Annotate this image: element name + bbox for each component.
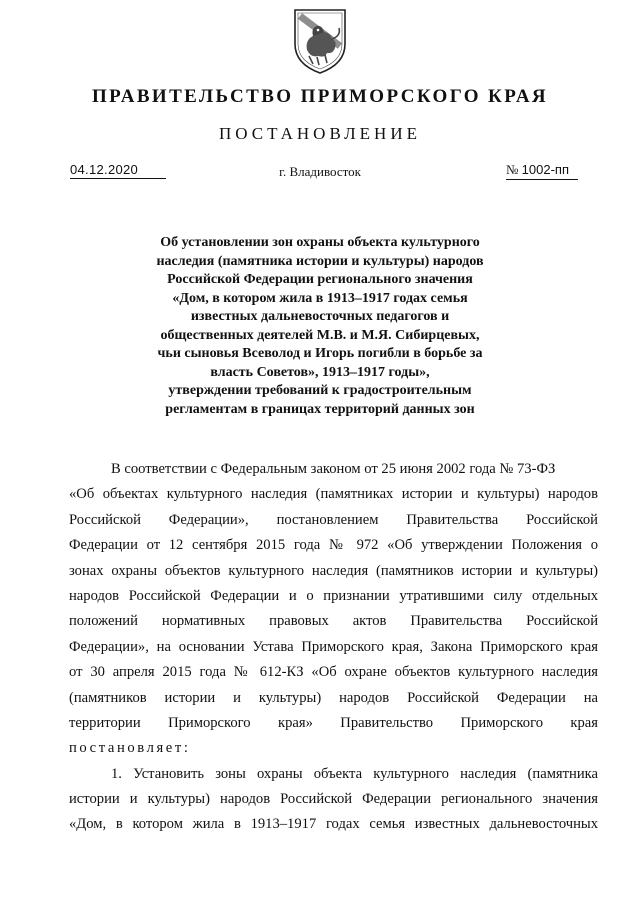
body-line: от 30 апреля 2015 года № 612-КЗ «Об охране объектов культурного наследия bbox=[69, 664, 598, 681]
heading-line: утверждении требований к градостроительным bbox=[168, 383, 472, 398]
document-body bbox=[69, 457, 598, 838]
document-type: ПОСТАНОВЛЕНИЕ bbox=[218, 124, 421, 143]
body-line: «Дом, в котором жила в 1913–1917 годах семья известных дальневосточных bbox=[69, 816, 598, 833]
heading-line: «Дом, в котором жила в 1913–1917 годах семья bbox=[172, 290, 468, 306]
heading-line: общественных деятелей М.В. и М.Я. Сибирцевых, bbox=[160, 327, 480, 343]
heading-line: регламентам в границах территорий данных зон bbox=[165, 401, 475, 417]
body-line: территории Приморского края» Правительство Приморского края bbox=[69, 714, 598, 731]
body-line: (памятников истории и культуры) народов Российской Федерации на bbox=[69, 689, 598, 706]
heading-line: Об установлении зон охраны объекта культурного bbox=[160, 235, 480, 250]
body-line: Российской Федерации», постановлением Правительства Российской bbox=[69, 511, 598, 528]
heading-line: чьи сыновья Всеволод и Игорь погибли в борьбе за bbox=[157, 346, 483, 361]
organization-title: ПРАВИТЕЛЬСТВО ПРИМОРСКОГО КРАЯ bbox=[91, 86, 549, 107]
body-line: «Об объектах культурного наследия (памятниках истории и культуры) народов bbox=[69, 486, 598, 503]
heading-line: Российской Федерации регионального значения bbox=[167, 272, 473, 287]
document-heading bbox=[100, 234, 540, 419]
body-line: зонах охраны объектов культурного наследия (памятников истории и культуры) bbox=[69, 562, 598, 579]
body-line: постановляет: bbox=[69, 740, 191, 757]
body-line: В соответствии с Федеральным законом от 25 июня 2002 года № 73-ФЗ bbox=[111, 461, 556, 477]
document-city: г. Владивосток bbox=[279, 164, 361, 179]
body-line: Федерации от 12 сентября 2015 года № 972 «Об утверждении Положения о bbox=[69, 537, 598, 554]
body-line: 1. Установить зоны охраны объекта культурного наследия (памятника bbox=[111, 765, 598, 782]
number-sign: № bbox=[506, 162, 519, 177]
heading-line: власть Советов», 1913–1917 годы», bbox=[210, 364, 430, 380]
coat-of-arms-icon bbox=[291, 6, 349, 76]
body-line: истории и культуры) народов Российской Федерации регионального значения bbox=[69, 791, 598, 808]
heading-line: известных дальневосточных педагогов и bbox=[190, 309, 450, 324]
body-line: народов Российской Федерации и о признании утратившими силу отдельных bbox=[69, 587, 598, 604]
body-line: положений нормативных правовых актов Правительства Российской bbox=[69, 613, 598, 630]
number-value: 1002-пп bbox=[521, 162, 569, 177]
body-line: Федерации», на основании Устава Приморского края, Закона Приморского края bbox=[69, 638, 598, 655]
heading-line: наследия (памятника истории и культуры) народов bbox=[156, 253, 484, 269]
document-number bbox=[506, 162, 578, 180]
document-date: 04.12.2020 bbox=[70, 162, 166, 179]
